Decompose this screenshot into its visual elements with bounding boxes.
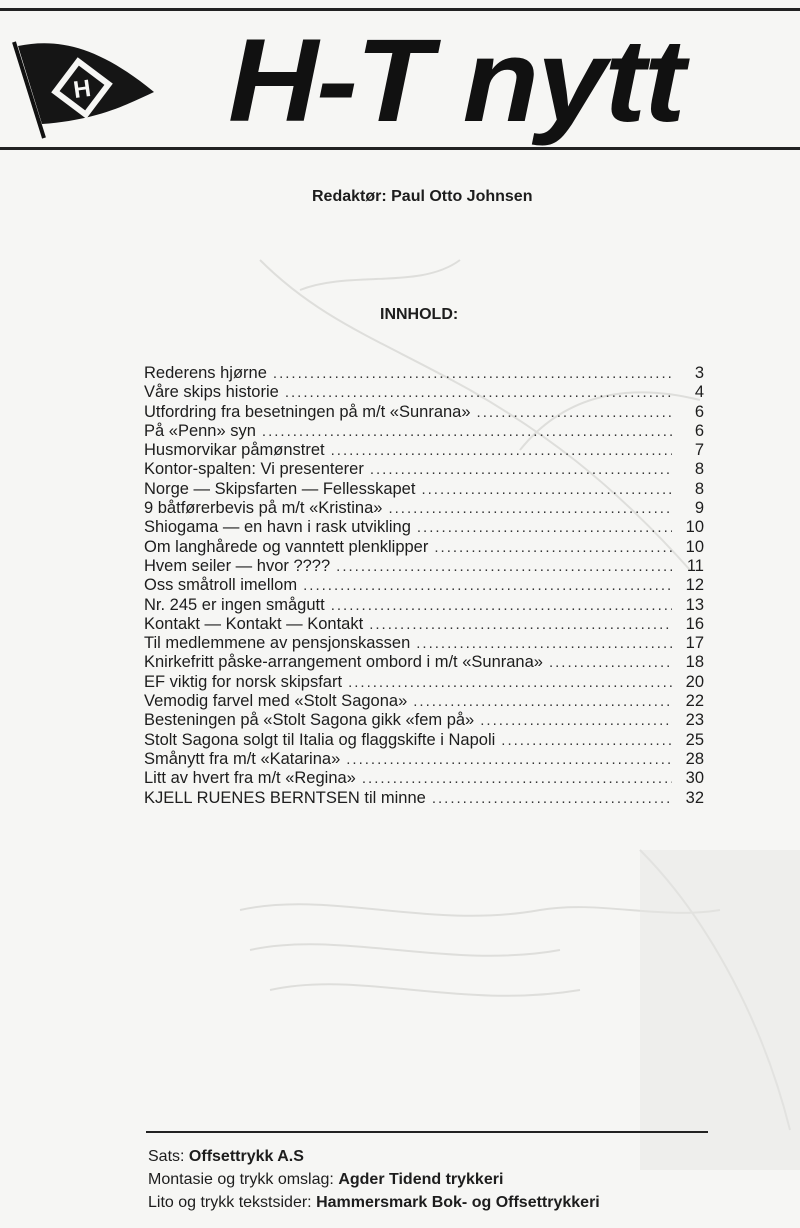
toc-entry — [144, 615, 704, 634]
toc-entry — [144, 576, 704, 595]
toc-entry-page: 30 — [685, 769, 704, 788]
shipping-flag-icon — [8, 40, 158, 140]
toc-entry-page: 16 — [685, 614, 704, 633]
toc-entry-title: Kontor-spalten: Vi presenterer — [144, 460, 364, 479]
toc-entry-title: EF viktig for norsk skipsfart — [144, 672, 343, 691]
toc-leader-dots — [388, 499, 672, 518]
toc-entry-page: 20 — [685, 672, 704, 691]
credit-value: Agder Tidend trykkeri — [338, 1171, 504, 1188]
credit-label: Lito og trykk tekstsider: — [148, 1194, 312, 1211]
masthead-title: H-T nytt — [228, 15, 684, 147]
toc-leader-dots — [413, 692, 672, 711]
toc-entry-title: Husmorvikar påmønstret — [144, 441, 325, 460]
toc-leader-dots — [549, 653, 672, 672]
credit-line — [148, 1168, 600, 1191]
toc-leader-dots — [362, 769, 672, 788]
toc-entry-title: 9 båtførerbevis på m/t «Kristina» — [144, 499, 383, 518]
toc-leader-dots — [480, 711, 672, 730]
toc-entry — [144, 596, 704, 615]
toc-entry — [144, 653, 704, 672]
top-rule — [0, 8, 800, 11]
toc-entry — [144, 789, 704, 808]
credit-value: Offsettrykk A.S — [188, 1148, 304, 1165]
toc-entry-title: Hvem seiler — hvor ???? — [144, 556, 331, 575]
toc-entry-page: 18 — [685, 653, 704, 672]
toc-entry — [144, 403, 704, 422]
toc-entry — [144, 383, 704, 402]
toc-entry-title: Knirkefritt påske-arrangement ombord i m/t «Sunrana» — [144, 653, 543, 672]
toc-entry-page: 9 — [694, 499, 704, 518]
toc-entry-page: 13 — [685, 595, 704, 614]
toc-entry — [144, 731, 704, 750]
toc-entry-title: Shiogama — en havn i rask utvikling — [144, 518, 411, 537]
toc-entry-title: Utfordring fra besetningen på m/t «Sunrana» — [144, 402, 471, 421]
toc-entry-title: Besteningen på «Stolt Sagona gikk «fem på» — [144, 711, 475, 730]
toc-entry-title: Til medlemmene av pensjonskassen — [144, 634, 411, 653]
editor-line: Redaktør: Paul Otto Johnsen — [312, 188, 533, 205]
toc-leader-dots — [477, 403, 672, 422]
toc-leader-dots — [370, 460, 672, 479]
toc-entry-page: 25 — [685, 730, 704, 749]
toc-leader-dots — [501, 731, 672, 750]
toc-leader-dots — [434, 538, 672, 557]
toc-leader-dots — [331, 441, 672, 460]
toc-leader-dots — [432, 789, 672, 808]
toc-entry — [144, 422, 704, 441]
toc-leader-dots — [421, 480, 672, 499]
toc-entry — [144, 441, 704, 460]
toc-entry — [144, 499, 704, 518]
toc-entry-title: Litt av hvert fra m/t «Regina» — [144, 769, 356, 788]
toc-entry — [144, 750, 704, 769]
toc-entry-title: Vemodig farvel med «Stolt Sagona» — [144, 692, 408, 711]
toc-entry — [144, 692, 704, 711]
toc-entry-page: 6 — [694, 402, 704, 421]
toc-entry — [144, 673, 704, 692]
toc-entry-page: 11 — [686, 556, 704, 575]
toc-leader-dots — [346, 750, 672, 769]
toc-entry-page: 7 — [694, 441, 704, 460]
toc-entry — [144, 480, 704, 499]
toc-leader-dots — [262, 422, 672, 441]
toc-entry-page: 6 — [694, 421, 704, 440]
toc-leader-dots — [416, 634, 672, 653]
toc-entry-title: Oss småtroll imellom — [144, 576, 298, 595]
toc-entry — [144, 364, 704, 383]
credit-line — [148, 1145, 600, 1168]
toc-entry-page: 10 — [685, 537, 704, 556]
credit-value: Hammersmark Bok- og Offsettrykkeri — [316, 1194, 600, 1211]
toc-leader-dots — [336, 557, 672, 576]
toc-entry-page: 4 — [694, 383, 704, 402]
toc-entry — [144, 460, 704, 479]
toc-entry-title: KJELL RUENES BERNTSEN til minne — [144, 788, 426, 807]
toc-entry-page: 22 — [685, 692, 704, 711]
toc-entry — [144, 769, 704, 788]
credit-line — [148, 1191, 600, 1214]
toc-entry — [144, 538, 704, 557]
toc-entry — [144, 634, 704, 653]
toc-entry-title: Smånytt fra m/t «Katarina» — [144, 749, 341, 768]
toc-leader-dots — [348, 673, 672, 692]
toc-entry-title: Om langhårede og vanntett plenklipper — [144, 537, 429, 556]
masthead — [0, 12, 800, 146]
toc-entry-page: 32 — [685, 788, 704, 807]
credit-label: Montasie og trykk omslag: — [148, 1171, 334, 1188]
toc-entry-page: 8 — [694, 460, 704, 479]
toc-leader-dots — [417, 518, 672, 537]
toc-entry-title: Våre skips historie — [144, 383, 279, 402]
toc-leader-dots — [303, 576, 672, 595]
toc-entry — [144, 557, 704, 576]
toc-entry-title: Rederens hjørne — [144, 364, 267, 382]
toc-leader-dots — [285, 383, 672, 402]
toc-entry-page: 28 — [685, 749, 704, 768]
toc-entry — [144, 518, 704, 537]
toc-entry-page: 10 — [685, 518, 704, 537]
table-of-contents — [144, 364, 704, 808]
toc-entry-title: Kontakt — Kontakt — Kontakt — [144, 614, 364, 633]
toc-entry-page: 8 — [694, 479, 704, 498]
toc-leader-dots — [369, 615, 672, 634]
toc-leader-dots — [273, 364, 672, 383]
toc-entry — [144, 711, 704, 730]
toc-entry-page: 3 — [694, 364, 704, 382]
toc-entry-page: 17 — [685, 634, 704, 653]
contents-heading: INNHOLD: — [380, 306, 459, 323]
toc-entry-page: 12 — [685, 576, 704, 595]
flag-letter: H — [71, 74, 93, 105]
credit-label: Sats: — [148, 1148, 185, 1165]
toc-entry-title: Nr. 245 er ingen smågutt — [144, 595, 325, 614]
toc-entry-title: Stolt Sagona solgt til Italia og flaggskifte i Napoli — [144, 730, 496, 749]
toc-leader-dots — [331, 596, 672, 615]
print-credits — [148, 1145, 600, 1214]
toc-entry-page: 23 — [685, 711, 704, 730]
credits-rule — [146, 1131, 708, 1133]
toc-entry-title: På «Penn» syn — [144, 421, 256, 440]
toc-entry-title: Norge — Skipsfarten — Fellesskapet — [144, 479, 416, 498]
